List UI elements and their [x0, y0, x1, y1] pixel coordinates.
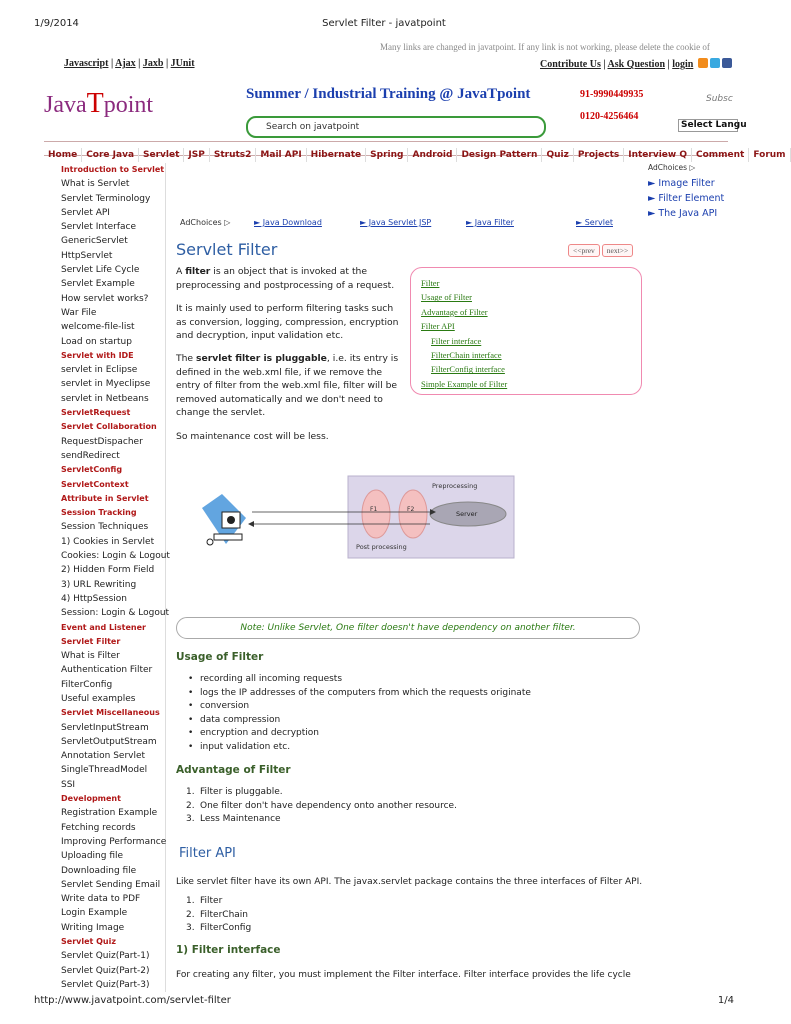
sidebar-item-genericservlet[interactable]: GenericServlet — [61, 236, 128, 247]
list-item: • conversion — [186, 700, 646, 714]
facebook-icon[interactable] — [722, 58, 732, 68]
next-button[interactable]: next>> — [602, 244, 633, 257]
sidebar-item-filterconfig[interactable]: FilterConfig — [61, 679, 113, 690]
twitter-icon[interactable] — [710, 58, 720, 68]
diagram-preprocessing-label: Preprocessing — [432, 482, 478, 490]
adrow-servlet[interactable]: ► Servlet — [576, 218, 613, 227]
sidebar-item-login-example[interactable]: Login Example — [61, 908, 128, 919]
usage-heading: Usage of Filter — [176, 651, 264, 663]
sidebar-item-registration-example[interactable]: Registration Example — [61, 808, 158, 819]
logo-point: point — [103, 92, 154, 118]
toplink-junit[interactable]: JUnit — [170, 58, 195, 69]
sidebar-section-servletrequest[interactable]: ServletRequest — [61, 408, 131, 418]
sidebar-item-2-hidden-form-field[interactable]: 2) Hidden Form Field — [61, 565, 155, 576]
top-links: Javascript | Ajax | Jaxb | JUnit — [64, 58, 195, 69]
nav-interview-q[interactable]: Interview Q — [624, 148, 692, 162]
subscribe-label: Subsc — [706, 94, 733, 104]
diagram-postprocessing-label: Post processing — [356, 543, 407, 551]
toc-link-filterconfig-interface[interactable]: FilterConfig interface — [431, 364, 505, 375]
print-page-number: 1/4 — [717, 995, 734, 1006]
advantage-heading: Advantage of Filter — [176, 764, 291, 776]
diagram-server-label: Server — [456, 510, 478, 518]
ad-row — [180, 218, 640, 230]
sidebar-item-writing-image[interactable]: Writing Image — [61, 922, 125, 933]
adrow-java-servlet-jsp[interactable]: ► Java Servlet JSP — [360, 218, 432, 227]
sidebar-item-requestdispacher[interactable]: RequestDispacher — [61, 436, 143, 447]
prev-next — [566, 238, 633, 257]
print-header — [34, 18, 734, 30]
sidebar-item-fetching-records[interactable]: Fetching records — [61, 822, 136, 833]
nav-servlet[interactable]: Servlet — [139, 148, 184, 162]
sidebar-item-session-techniques[interactable]: Session Techniques — [61, 522, 149, 533]
nav-design-pattern[interactable]: Design Pattern — [457, 148, 542, 162]
diagram-client-keyboard — [214, 534, 242, 540]
cookie-notice: Many links are changed in javatpoint. If any link is not working, please delete the cookie of — [380, 42, 710, 52]
sidebar-list — [56, 163, 170, 992]
toc-link-usage-of-filter[interactable]: Usage of Filter — [421, 292, 472, 303]
diagram-response-arrowhead — [248, 521, 254, 527]
sidebar-item-welcome-file-list[interactable]: welcome-file-list — [61, 322, 135, 333]
intro-paragraph: A filter is an object that is invoked at the preprocessing and postprocessing of a request. — [176, 266, 395, 291]
site-logo[interactable] — [44, 88, 153, 120]
right-ads — [648, 163, 738, 221]
sidebar-section-servlet-collaboration[interactable]: Servlet Collaboration — [61, 422, 157, 432]
advantage-list — [186, 786, 646, 827]
sidebar-item-load-on-startup[interactable]: Load on startup — [61, 336, 132, 347]
sidebar-item-annotation-servlet[interactable]: Annotation Servlet — [61, 751, 146, 762]
filter-interface-heading: 1) Filter interface — [176, 944, 281, 956]
sidebar-section-introduction-to-servlet[interactable]: Introduction to Servlet — [61, 165, 165, 174]
diagram-client-globe — [227, 516, 235, 524]
ask-question-link[interactable]: Ask Question — [607, 59, 666, 70]
logo-t: T — [86, 88, 104, 119]
toc-link-filterchain-interface[interactable]: FilterChain interface — [431, 350, 502, 361]
main-nav — [44, 141, 786, 160]
pluggable-term: servlet filter is pluggable — [196, 353, 327, 364]
sidebar-item-session-login-logout[interactable]: Session: Login & Logout — [61, 608, 170, 619]
nav-spring[interactable]: Spring — [366, 148, 408, 162]
diagram-f2-ellipse — [399, 490, 427, 538]
sidebar-section-servlet-with-ide[interactable]: Servlet with IDE — [61, 350, 134, 360]
sidebar-item-how-servlet-works[interactable]: How servlet works? — [61, 293, 149, 304]
filter-interface-text: For creating any filter, you must implement the Filter interface. Filter interface provides the life cycle — [176, 970, 631, 980]
sidebar-item-servlet-interface[interactable]: Servlet Interface — [61, 222, 136, 233]
toc-link-advantage-of-filter[interactable]: Advantage of Filter — [421, 306, 488, 317]
sidebar-item-what-is-filter[interactable]: What is Filter — [61, 651, 120, 662]
print-date: 1/9/2014 — [34, 18, 79, 29]
sidebar-item-ssi[interactable]: SSI — [61, 779, 76, 790]
account-links: Contribute Us | Ask Question | login — [540, 58, 732, 70]
sidebar-item-what-is-servlet[interactable]: What is Servlet — [61, 179, 130, 190]
toplink-ajax[interactable]: Ajax — [115, 58, 136, 69]
language-select[interactable]: Select Langu — [678, 119, 738, 132]
contribute-link[interactable]: Contribute Us — [540, 59, 601, 70]
sidebar-section-servlet-miscellaneous[interactable]: Servlet Miscellaneous — [61, 708, 160, 718]
sidebar-section-servlet-filter[interactable]: Servlet Filter — [61, 636, 121, 646]
adrow-java-filter[interactable]: ► Java Filter — [466, 218, 514, 227]
sidebar-item-write-data-to-pdf[interactable]: Write data to PDF — [61, 894, 141, 905]
diagram-f2-label: F2 — [407, 506, 415, 513]
sidebar-item-servlet-quiz-part-1[interactable]: Servlet Quiz(Part-1) — [61, 951, 150, 962]
sidebar-item-servletinputstream[interactable]: ServletInputStream — [61, 722, 149, 733]
sidebar-item-1-cookies-in-servlet[interactable]: 1) Cookies in Servlet — [61, 536, 155, 547]
sidebar-section-development[interactable]: Development — [61, 794, 121, 804]
diagram-client-mouse — [207, 539, 213, 545]
filter-term: filter — [185, 266, 211, 277]
sidebar-item-servlet-terminology[interactable]: Servlet Terminology — [61, 193, 151, 204]
usage-list — [186, 673, 646, 755]
nav-core-java[interactable]: Core Java — [82, 148, 139, 162]
nav-android[interactable]: Android — [408, 148, 457, 162]
nav-projects[interactable]: Projects — [574, 148, 624, 162]
sidebar-section-servlet-quiz[interactable]: Servlet Quiz — [61, 937, 117, 947]
list-item: • encryption and decryption — [186, 727, 646, 741]
list-item: 1. Filter — [186, 896, 223, 906]
sidebar-item-servlet-example[interactable]: Servlet Example — [61, 279, 135, 290]
nav-hibernate[interactable]: Hibernate — [307, 148, 367, 162]
maintenance-paragraph: So maintenance cost will be less. — [176, 431, 329, 442]
toc-link-simple-example-of-filter[interactable]: Simple Example of Filter — [421, 378, 508, 389]
sidebar-item-httpservlet[interactable]: HttpServlet — [61, 250, 113, 261]
list-item: 1. Filter is pluggable. — [186, 787, 283, 797]
list-item: • logs the IP addresses of the computers from which the requests originate — [186, 687, 646, 701]
phone-2: 0120-4256464 — [580, 111, 639, 122]
sidebar — [56, 163, 170, 992]
nav-struts2[interactable]: Struts2 — [210, 148, 257, 162]
sidebar-item-uploading-file[interactable]: Uploading file — [61, 851, 124, 862]
pluggable-paragraph: The servlet filter is pluggable, i.e. its entry is defined in the web.xml file, if we remove the entry of filter from the web.xml file, filter will be removed automatically and we don't need to change the servlet. — [176, 353, 399, 419]
sidebar-item-servlet-life-cycle[interactable]: Servlet Life Cycle — [61, 265, 140, 276]
list-item: 3. FilterConfig — [186, 923, 252, 934]
table-of-contents — [410, 267, 642, 395]
ad-link-filter-element[interactable]: ► Filter Element — [648, 193, 725, 204]
sidebar-item-war-file[interactable]: War File — [61, 307, 97, 318]
diagram-f1-ellipse — [362, 490, 390, 538]
sidebar-item-servlet-in-netbeans[interactable]: servlet in Netbeans — [61, 393, 149, 404]
sidebar-item-4-httpsession[interactable]: 4) HttpSession — [61, 593, 127, 604]
sidebar-item-singlethreadmodel[interactable]: SingleThreadModel — [61, 765, 148, 776]
sidebar-section-session-tracking[interactable]: Session Tracking — [61, 508, 137, 518]
sidebar-item-downloading-file[interactable]: Downloading file — [61, 865, 137, 876]
nav-comment[interactable]: Comment — [692, 148, 749, 162]
sidebar-section-servletcontext[interactable]: ServletContext — [61, 479, 129, 489]
usage-paragraph: It is mainly used to perform filtering tasks such as conversion, logging, compression, encryption and decryption, input validation etc. — [176, 303, 399, 342]
sidebar-item-servlet-quiz-part-3[interactable]: Servlet Quiz(Part-3) — [61, 979, 150, 990]
rss-icon[interactable] — [698, 58, 708, 68]
toc-link-filter-api[interactable]: Filter API — [421, 321, 455, 332]
sidebar-section-event-and-listener[interactable]: Event and Listener — [61, 622, 146, 632]
page-title: Servlet Filter — [176, 240, 278, 259]
print-title: Servlet Filter - javatpoint — [322, 18, 446, 29]
adrow-adchoices[interactable]: AdChoices ▷ — [180, 218, 231, 227]
sidebar-item-useful-examples[interactable]: Useful examples — [61, 693, 136, 704]
toplink-jaxb[interactable]: Jaxb — [142, 58, 164, 69]
diagram-f1-label: F1 — [370, 506, 378, 513]
nav-forum[interactable]: Forum — [749, 148, 790, 162]
sidebar-item-sendredirect[interactable]: sendRedirect — [61, 450, 120, 461]
sidebar-item-servlet-api[interactable]: Servlet API — [61, 207, 110, 218]
login-link[interactable]: login — [672, 59, 694, 70]
nav-jsp[interactable]: JSP — [184, 148, 209, 162]
print-url: http://www.javatpoint.com/servlet-filter — [34, 995, 231, 1006]
toplink-javascript[interactable]: Javascript — [64, 58, 109, 69]
sidebar-item-servlet-sending-email[interactable]: Servlet Sending Email — [61, 879, 161, 890]
phone-1: 91-9990449935 — [580, 89, 644, 100]
nav-mail-api[interactable]: Mail API — [256, 148, 306, 162]
sidebar-item-servlet-in-eclipse[interactable]: servlet in Eclipse — [61, 365, 138, 376]
training-banner[interactable]: Summer / Industrial Training @ JavaTpoint — [246, 86, 531, 102]
sidebar-section-servletconfig[interactable]: ServletConfig — [61, 465, 123, 475]
filter-diagram — [196, 474, 516, 560]
logo-java: Java — [44, 92, 87, 118]
list-item: 2. FilterChain — [186, 909, 248, 920]
ad-link-java-api[interactable]: ► The Java API — [648, 208, 718, 219]
toc-link-filter[interactable]: Filter — [421, 278, 440, 288]
note-box: Note: Unlike Servlet, One filter doesn't have dependency on another filter. — [176, 617, 640, 639]
list-item: 2. One filter don't have dependency onto another resource. — [186, 800, 457, 811]
filter-api-text: Like servlet filter have its own API. The javax.servlet package contains the three interfaces of Filter API. — [176, 877, 643, 887]
sidebar-item-cookies-login-logout[interactable]: Cookies: Login & Logout — [61, 551, 170, 562]
toc-link-filter-interface[interactable]: Filter interface — [431, 335, 482, 346]
list-item: • data compression — [186, 714, 646, 728]
list-item: 3. Less Maintenance — [186, 814, 281, 825]
filter-api-list — [186, 895, 646, 936]
sidebar-item-servletoutputstream[interactable]: ServletOutputStream — [61, 736, 157, 747]
sidebar-item-servlet-quiz-part-2[interactable]: Servlet Quiz(Part-2) — [61, 965, 150, 976]
phone-numbers — [580, 84, 643, 128]
ad-link-image-filter[interactable]: ► Image Filter — [648, 178, 715, 189]
sidebar-item-servlet-in-myeclipse[interactable]: servlet in Myeclipse — [61, 379, 151, 390]
adchoices-label[interactable]: AdChoices ▷ — [648, 163, 696, 172]
nav-quiz[interactable]: Quiz — [542, 148, 573, 162]
sidebar-item-authentication-filter[interactable]: Authentication Filter — [61, 665, 153, 676]
filter-api-heading: Filter API — [179, 846, 236, 861]
search-input[interactable]: Search on javatpoint — [246, 116, 546, 138]
sidebar-section-attribute-in-servlet[interactable]: Attribute in Servlet — [61, 493, 149, 503]
list-item: • recording all incoming requests — [186, 673, 646, 687]
prev-button[interactable]: <<prev — [568, 244, 600, 257]
nav-home[interactable]: Home — [44, 148, 82, 162]
sidebar-item-3-url-rewriting[interactable]: 3) URL Rewriting — [61, 579, 137, 590]
adrow-java-download[interactable]: ► Java Download — [254, 218, 322, 227]
list-item: • input validation etc. — [186, 741, 646, 755]
sidebar-item-improving-performance[interactable]: Improving Performance — [61, 836, 167, 847]
